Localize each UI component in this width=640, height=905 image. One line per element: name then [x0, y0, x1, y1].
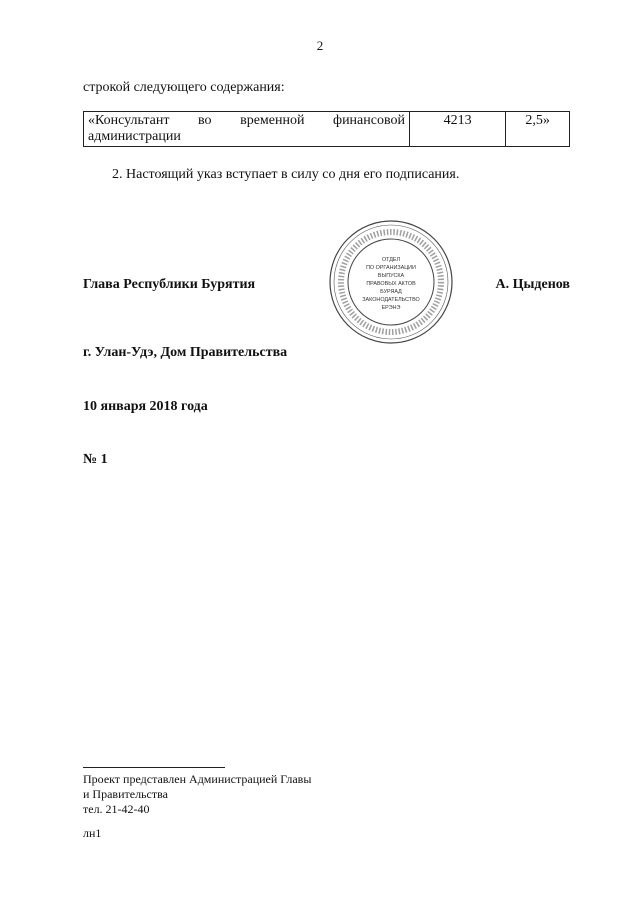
footnote-divider [83, 767, 225, 768]
signer-title: Глава Республики Бурятия [83, 277, 256, 292]
seal-line: ПО ОРГАНИЗАЦИИ [366, 265, 416, 271]
footnote-line: и Правительства [83, 787, 168, 801]
decree-number: № 1 [83, 452, 108, 467]
table-row [84, 112, 570, 147]
decree-date: 10 января 2018 года [83, 399, 208, 414]
page-number: 2 [316, 38, 324, 53]
seal-line: ПРАВОВЫХ АКТОВ [366, 281, 416, 287]
code-cell: 4213 [409, 112, 505, 147]
footnote-line: Проект представлен Администрацией Главы [83, 772, 312, 786]
seal-line: ЕРЭНЭ [381, 305, 401, 311]
coefficient-cell: 2,5» [506, 112, 570, 147]
signer-name: А. Цыденов [495, 277, 570, 292]
seal-line: ЗАКОНОДАТЕЛЬСТВО [362, 297, 420, 303]
amendment-table [83, 111, 570, 147]
official-seal-icon [328, 219, 454, 345]
paragraph-2: 2. Настоящий указ вступает в силу со дня его подписания. [112, 167, 460, 182]
seal-line: ВЫПУСКА [377, 273, 405, 279]
document-code: лн1 [83, 826, 102, 840]
footnote-phone: тел. 21-42-40 [83, 802, 150, 816]
intro-text: строкой следующего содержания: [83, 80, 285, 95]
position-cell: «Консультант во временной финансовой администрации [84, 112, 410, 147]
place: г. Улан-Удэ, Дом Правительства [83, 345, 288, 360]
seal-line: ОТДЕЛ [381, 257, 401, 263]
seal-line: БУРЯАД [380, 289, 402, 295]
